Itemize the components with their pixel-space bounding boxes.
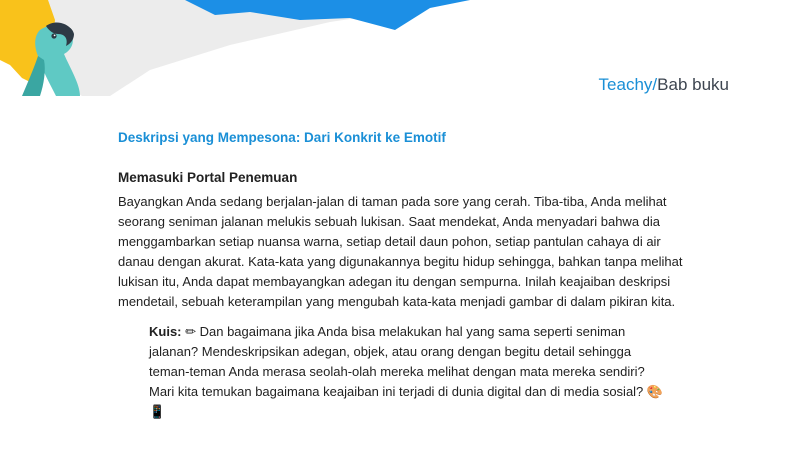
quiz-block bbox=[149, 322, 669, 422]
quiz-label: Kuis: bbox=[149, 324, 182, 339]
breadcrumb-section: Bab buku bbox=[657, 75, 729, 94]
quiz-text: ✏ Dan bagaimana jika Anda bisa melakukan hal yang sama seperti seniman jalanan? Mendeskripsikan adegan, objek, atau orang dengan begitu detail sehingga teman-teman Anda merasa seolah-olah mereka melihat dengan mata mereka sendiri? Mari kita temukan bagaimana keajaiban ini terjadi di dunia digital dan di media sosial? 🎨📱 bbox=[149, 324, 664, 419]
brand-name[interactable]: Teachy bbox=[598, 75, 653, 94]
section-heading: Memasuki Portal Penemuan bbox=[118, 170, 298, 185]
document-title: Deskripsi yang Mempesona: Dari Konkrit ke Emotif bbox=[118, 130, 446, 145]
breadcrumb-separator: / bbox=[652, 75, 658, 94]
intro-paragraph: Bayangkan Anda sedang berjalan-jalan di taman pada sore yang cerah. Tiba-tiba, Anda melihat seorang seniman jalanan melukis sebuah lukisan. Saat mendekat, Anda menyadari bahwa dia menggambarkan setiap nuansa warna, setiap detail daun pohon, setiap pantulan cahaya di air danau dengan akurat. Kata-kata yang digunakannya begitu hidup sehingga, bahkan tanpa melihat lukisan itu, Anda dapat membayangkan adegan itu dengan sempurna. Inilah keajaiban deskripsi mendetail, sebuah keterampilan yang mengubah kata-kata menjadi gambar di dalam pikiran kita. bbox=[118, 194, 683, 309]
brand-breadcrumb bbox=[599, 75, 729, 95]
document-body bbox=[118, 129, 690, 422]
